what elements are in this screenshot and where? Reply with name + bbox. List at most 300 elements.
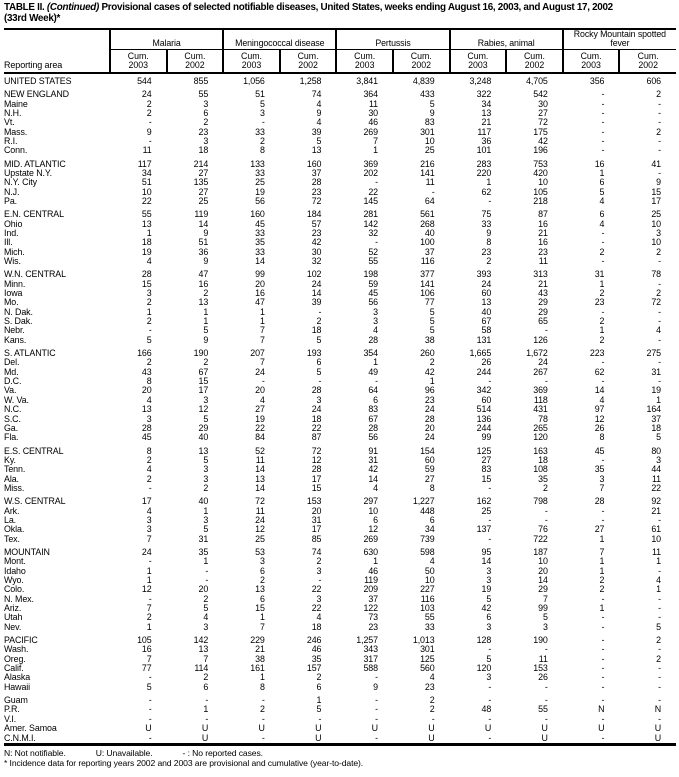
cell-value: 42 [538,135,548,146]
cell-value: 11 [425,177,435,188]
table-row [4,197,676,206]
cell-value: U [428,732,435,743]
cell-value: 2 [656,653,661,664]
cell-value: 34 [141,167,152,178]
cell-value: 80 [651,445,661,456]
cell-value: 20 [141,385,152,396]
cell-value: 22 [311,422,322,433]
cell-value: 72 [311,445,322,456]
cell-value: 244 [476,366,492,377]
cell-value: - [601,612,605,623]
table-row [4,396,676,405]
cell-value: 44 [651,464,661,475]
cell-value: 133 [250,158,265,169]
cell-value: - [375,376,378,387]
cell-value: 1 [146,306,152,317]
row-label: W.N. CENTRAL [4,270,66,280]
cell-value: - [375,177,378,188]
cell-value: 2 [203,482,209,493]
table-row [4,358,676,367]
cell-value: 2 [146,297,152,308]
cell-value: 207 [250,348,265,359]
cell-value: 1 [599,167,605,178]
cell-value: 11 [651,546,661,557]
cell-value: 2 [146,473,152,484]
cell-value: 268 [420,218,435,229]
table-body [4,73,676,745]
cell-value: - [658,278,661,289]
cell-value: 20 [538,565,548,576]
cell-value: 1 [203,316,209,327]
cell-value: 7 [203,653,209,664]
row-label: S. ATLANTIC [4,349,56,359]
cell-value: 11 [255,454,265,465]
cell-value: - [431,186,435,197]
row-label: Tex. [4,534,20,544]
cell-value: 78 [651,269,661,280]
row-label: Wyo. [4,576,24,585]
cell-value: - [658,663,661,674]
cell-value: 13 [198,445,209,456]
cell-value: 40 [198,496,209,507]
group-header-rmsf: Rocky Mountain spotted fever [563,29,676,50]
cell-value: 1,665 [469,348,492,359]
cell-value: 35 [594,464,605,475]
cell-value: 29 [538,584,548,595]
cell-value: - [318,306,322,317]
cell-value: 29 [198,422,209,433]
cell-value: 27 [538,107,548,118]
cell-value: 4 [259,394,265,405]
cell-value: - [601,593,605,604]
cell-value: 56 [255,195,265,206]
cell-value: 153 [306,496,322,507]
cell-value: 30 [368,107,378,118]
cell-value: 184 [306,209,322,220]
cell-value: 39 [311,126,322,137]
cell-value: 6 [429,514,435,525]
cell-value: 55 [538,704,548,715]
cell-value: 1 [259,316,265,327]
cell-value: 1 [599,278,605,289]
cell-value: - [488,713,492,724]
cell-value: 22 [141,195,152,206]
cell-value: 65 [538,316,548,327]
cell-value: 3 [373,306,378,317]
cell-value: - [148,556,152,567]
cell-value: 1,227 [412,496,435,507]
cell-value: 19 [651,385,661,396]
cell-value: 739 [420,533,435,544]
notifiable-diseases-table [4,28,676,746]
cell-value: 5 [429,325,435,336]
cell-value: - [148,117,152,128]
cell-value: 10 [651,533,661,544]
cell-value: 31 [198,533,209,544]
reporting-area-header: Reporting area [4,29,110,73]
cell-value: - [658,376,661,387]
cell-value: 5 [599,186,605,197]
table-row [4,289,676,298]
cell-value: - [205,695,209,706]
cell-value: 42 [424,366,435,377]
cell-value: 10 [141,186,152,197]
cell-value: 3 [203,464,209,475]
cell-value: 5 [429,316,435,327]
cell-value: 9 [203,227,209,238]
cell-value: 119 [364,575,378,585]
cell-value: 14 [538,575,548,585]
table-row [4,585,676,594]
cell-value: 3 [146,514,152,525]
cell-value: 108 [533,464,548,475]
table-number: TABLE II. [4,2,45,13]
cell-value: - [658,145,661,156]
row-label: E.S. CENTRAL [4,446,64,456]
cell-value: 99 [481,432,492,443]
cell-value: 1 [486,177,492,188]
cell-value: 202 [363,167,378,178]
cell-value: 4 [203,612,209,623]
cell-value: 75 [481,209,492,220]
cell-value: 753 [533,158,548,169]
col-header-cum-2002: Cum. 2002 [619,50,676,73]
table-row [4,613,676,622]
cell-value: 2 [203,672,209,683]
row-label: Iowa [4,289,23,299]
incidence-note: * Incidence data for reporting years 2002 and 2003 are provisional and cumulative (year-to-date). [4,758,364,769]
cell-value: 8 [486,237,492,248]
cell-value: 131 [476,334,492,345]
cell-value: 29 [538,297,548,308]
cell-value: 229 [250,635,265,646]
cell-value: 5 [656,432,661,443]
cell-value: 7 [146,603,152,614]
cell-value: 433 [420,89,435,100]
cell-value: 74 [311,546,322,557]
cell-value: 27 [255,404,265,415]
cell-value: 218 [533,195,548,206]
cell-value: 41 [651,158,661,169]
cell-value: 855 [193,75,209,86]
row-label: Md. [4,367,19,377]
cell-value: 27 [198,167,209,178]
table-row [4,705,676,714]
cell-value: 2 [599,334,605,345]
cell-value: 21 [538,227,548,238]
cell-value: 20 [255,385,265,396]
cell-value: 196 [533,145,548,156]
cell-value: 7 [373,135,378,146]
cell-value: 7 [542,593,548,604]
row-label: Mass. [4,127,28,137]
cell-value: 72 [651,297,661,308]
table-row [4,696,676,705]
cell-value: 72 [311,195,322,206]
cell-value: 4 [373,325,378,336]
cell-value: 74 [311,89,322,100]
cell-value: 8 [259,681,265,692]
cell-value: - [488,533,492,544]
cell-value: - [488,195,492,206]
cell-value: 14 [255,464,265,475]
table-row [4,525,676,534]
table-row [4,146,676,155]
cell-value: 1 [373,145,378,156]
continued-label: (Continued) [46,2,100,13]
cell-value: 3 [486,672,492,683]
cell-value: 3 [203,514,209,525]
cell-value: - [148,593,152,604]
cell-value: 5 [203,603,209,614]
table-header [4,29,676,73]
cell-value: 11 [255,505,265,516]
cell-value: 356 [589,75,605,86]
row-label: Colo. [4,585,25,595]
cell-value: - [601,107,605,118]
cell-value: 244 [476,422,492,433]
cell-value: 1,672 [526,348,548,359]
row-label: Ind. [4,228,19,238]
cell-value: 2 [259,704,265,715]
cell-value: 96 [424,385,435,396]
cell-value: 95 [481,546,492,557]
cell-value: 3 [146,524,152,535]
cell-value: 5 [316,704,322,715]
table-row [4,424,676,433]
cell-value: - [601,227,605,238]
cell-value: 2 [599,246,605,257]
cell-value: 5 [259,98,265,109]
legend-not-notifiable: N: Not notifiable. [4,748,66,759]
cell-value: 267 [533,366,548,377]
cell-value: - [148,482,152,493]
cell-value: 14 [368,473,378,484]
cell-value: 5 [656,621,661,632]
cell-value: 51 [141,177,152,188]
cell-value: 5 [429,98,435,109]
cell-value: 4 [656,325,661,336]
table-row [4,280,676,289]
cell-value: 15 [198,376,209,387]
row-label: Minn. [4,279,26,289]
cell-value: 2 [203,357,209,368]
cell-value: 6 [599,209,605,220]
cell-value: 9 [316,107,322,118]
cell-value: 2 [259,575,265,585]
cell-value: 7 [599,546,605,557]
cell-value: - [488,644,492,655]
cell-value: 55 [198,89,209,100]
table-row [4,465,676,474]
table-row [4,349,676,358]
cell-value: 313 [533,269,548,280]
cell-value: 13 [311,145,322,156]
cell-value: 72 [255,496,265,507]
cell-value: U [654,723,661,734]
cell-value: - [658,117,661,128]
cell-value: 78 [538,413,548,424]
cell-value: 14 [311,288,322,299]
cell-value: 67 [481,316,492,327]
cell-value: 23 [481,246,492,257]
row-label: D.C. [4,377,22,387]
row-label: C.N.M.I. [4,733,36,743]
cell-value: - [148,704,152,715]
cell-value: 118 [533,394,548,405]
row-label: V.I. [4,714,17,724]
cell-value: 24 [481,278,492,289]
cell-value: - [601,681,605,692]
cell-value: 281 [363,209,378,220]
cell-value: 260 [420,348,435,359]
cell-value: 6 [316,357,322,368]
col-header-cum-2002: Cum. 2002 [506,50,563,73]
cell-value: 1 [429,376,435,387]
cell-value: 28 [594,496,605,507]
cell-value: - [318,376,322,387]
cell-value: 3 [316,565,322,576]
cell-value: 6 [599,177,605,188]
cell-value: 42 [368,464,378,475]
cell-value: 2 [429,695,435,706]
table-row [4,386,676,395]
cell-value: - [658,306,661,317]
cell-value: 317 [363,653,378,664]
cell-value: - [488,514,492,525]
cell-value: - [148,672,152,683]
cell-value: 216 [420,158,435,169]
cell-value: 60 [481,288,492,299]
cell-value: 343 [363,644,378,655]
cell-value: 3 [486,575,492,585]
cell-value: 4 [316,98,322,109]
cell-value: 23 [368,621,378,632]
cell-value: 2 [542,482,548,493]
cell-value: 227 [420,584,435,595]
cell-value: - [658,514,661,525]
row-label: Miss. [4,483,25,493]
cell-value: 18 [311,413,322,424]
table-row [4,604,676,613]
cell-value: 19 [481,584,492,595]
cell-value: 40 [481,306,492,317]
cell-value: 542 [533,89,548,100]
cell-value: 2 [316,556,322,567]
row-label: Hawaii [4,682,31,692]
cell-value: 14 [594,385,605,396]
cell-value: 40 [424,227,435,238]
cell-value: - [658,603,661,614]
cell-value: - [658,644,661,655]
row-label: MID. ATLANTIC [4,159,66,169]
col-header-cum-2002: Cum. 2002 [280,50,337,73]
cell-value: 154 [420,445,435,456]
cell-value: - [658,695,661,706]
cell-value: 64 [368,385,378,396]
row-label: PACIFIC [4,636,38,646]
table-row [4,595,676,604]
cell-value: 45 [594,445,605,456]
table-row [4,683,676,692]
cell-value: 18 [311,621,322,632]
cell-value: 4 [656,575,661,585]
group-header-pertussis: Pertussis [336,29,449,50]
row-label: N.H. [4,108,22,118]
cell-value: 15 [481,473,492,484]
cell-value: 4,705 [526,75,548,86]
cell-value: - [601,505,605,516]
cell-value: 4 [146,505,152,516]
cell-value: 114 [194,663,209,674]
cell-value: - [261,117,265,128]
cell-value: 16 [538,237,548,248]
cell-value: U [201,723,209,734]
cell-value: 119 [194,209,209,220]
cell-value: - [658,565,661,576]
cell-value: 92 [651,496,661,507]
table-row [4,377,676,386]
row-label: Nev. [4,622,22,632]
cell-value: - [375,695,378,706]
cell-value: 9 [656,177,661,188]
cell-value: 1 [316,695,322,706]
table-row [4,415,676,424]
row-label: Mich. [4,247,25,257]
cell-value: 5 [203,413,209,424]
cell-value: 13 [481,107,492,118]
cell-value: 420 [533,167,548,178]
cell-value: 190 [533,635,548,646]
cell-value: 9 [429,107,435,118]
cell-value: - [601,376,605,387]
row-label: N.Y. City [4,178,37,188]
cell-value: 42 [311,237,322,248]
legend-no-cases: - : No reported cases. [182,748,263,759]
cell-value: 18 [538,454,548,465]
cell-value: 125 [476,445,492,456]
table-row [4,210,676,219]
cell-value: 14 [255,256,265,266]
cell-value: 4 [599,195,605,206]
cell-value: 13 [198,644,209,655]
cell-value: - [261,376,265,387]
cell-value: 193 [306,348,322,359]
table-row [4,645,676,654]
table-row [4,229,676,238]
cell-value: 3,841 [356,75,378,86]
cell-value: 77 [141,663,152,674]
cell-value: 4 [429,672,435,683]
table-row [4,655,676,664]
row-label: Tenn. [4,465,26,475]
cell-value: 31 [311,514,322,525]
cell-value: 3 [656,227,661,238]
cell-value: 84 [255,432,265,443]
cell-value: 29 [538,306,548,317]
cell-value: U [428,723,435,734]
cell-value: 13 [255,473,265,484]
cell-value: 57 [311,218,322,229]
cell-value: 223 [589,348,605,359]
cell-value: - [658,135,661,146]
cell-value: 3 [542,621,548,632]
cell-value: 106 [420,288,435,299]
cell-value: 1 [599,325,605,336]
cell-value: 39 [311,297,322,308]
cell-value: 2 [203,288,209,299]
cell-value: 122 [363,603,378,614]
